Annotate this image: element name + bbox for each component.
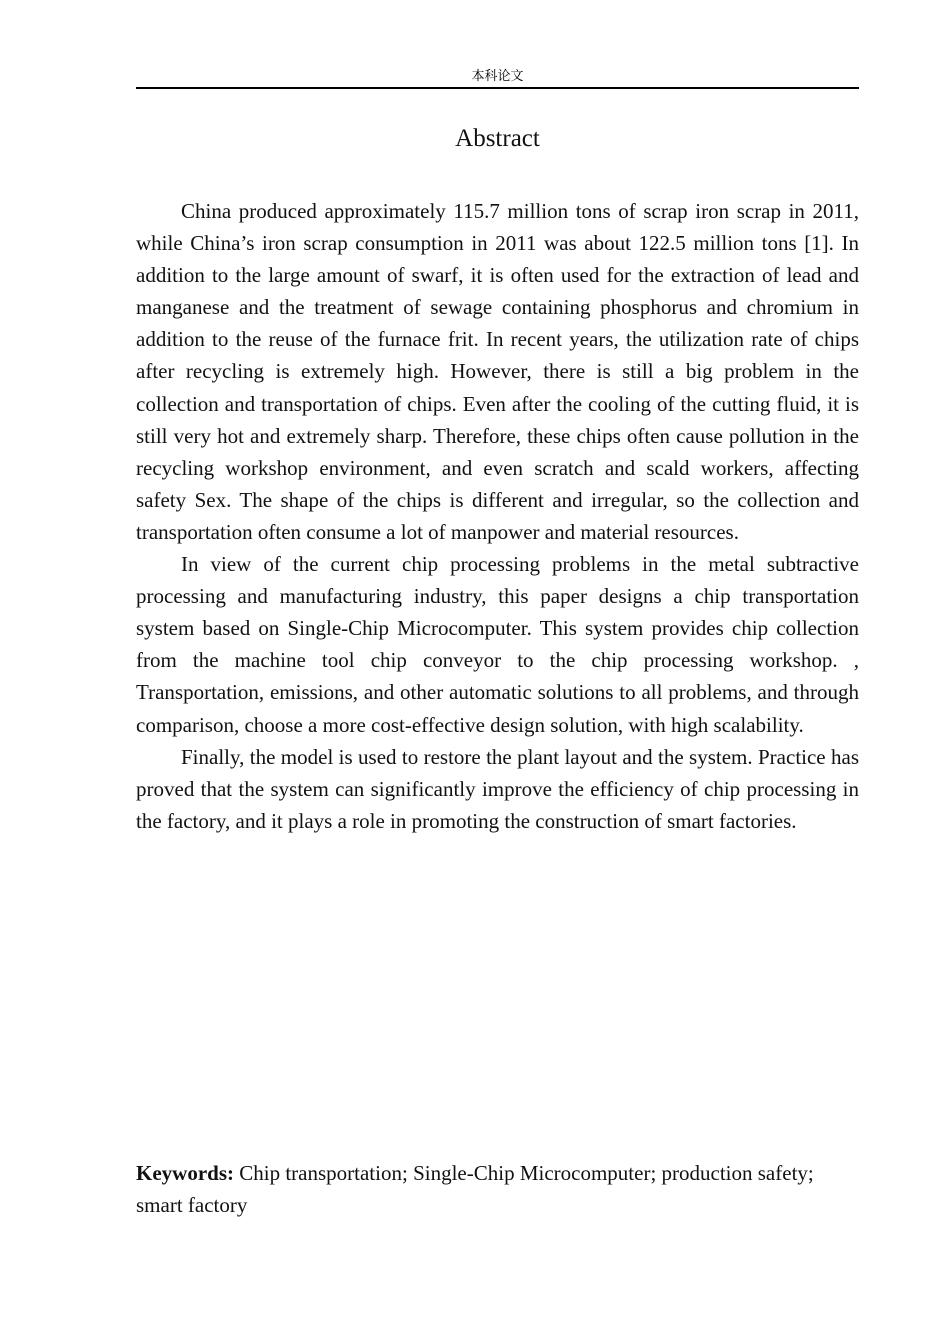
header-rule [136, 87, 859, 89]
keywords-line [136, 1157, 816, 1221]
keywords-text: Chip transportation; Single-Chip Microcomputer; production safety; smart factory [136, 1161, 814, 1217]
running-header: 本科论文 [471, 69, 524, 84]
abstract-title: Abstract [455, 125, 540, 152]
abstract-paragraph-2: In view of the current chip processing problems in the metal subtractive processing and manufacturing industry, this paper designs a chip transportation system based on Single-Chip Microcomputer. This system provides chip collection from the machine tool chip conveyor to the chip processing workshop. , Transportation, emissions, and other automatic solutions to all problems, and through comparison, choose a more cost-effective design solution, with high scalability. [136, 552, 859, 737]
abstract-paragraph-1: China produced approximately 115.7 million tons of scrap iron scrap in 2011, while China’s iron scrap consumption in 2011 was about 122.5 million tons [1]. In addition to the large amount of swarf, it is often used for the extraction of lead and manganese and the treatment of sewage containing phosphorus and chromium in addition to the reuse of the furnace frit. In recent years, the utilization rate of chips after recycling is extremely high. However, there is still a big problem in the collection and transportation of chips. Even after the cooling of the cutting fluid, it is still very hot and extremely sharp. Therefore, these chips often cause pollution in the recycling workshop environment, and even scratch and scald workers, affecting safety Sex. The shape of the chips is different and irregular, so the collection and transportation often consume a lot of manpower and material resources. [136, 199, 859, 544]
keywords-label: Keywords: [136, 1161, 234, 1185]
abstract-body [136, 195, 859, 837]
abstract-paragraph-3: Finally, the model is used to restore the plant layout and the system. Practice has proved that the system can significantly improve the efficiency of chip processing in the factory, and it plays a role in promoting the construction of smart factories. [136, 744, 859, 833]
